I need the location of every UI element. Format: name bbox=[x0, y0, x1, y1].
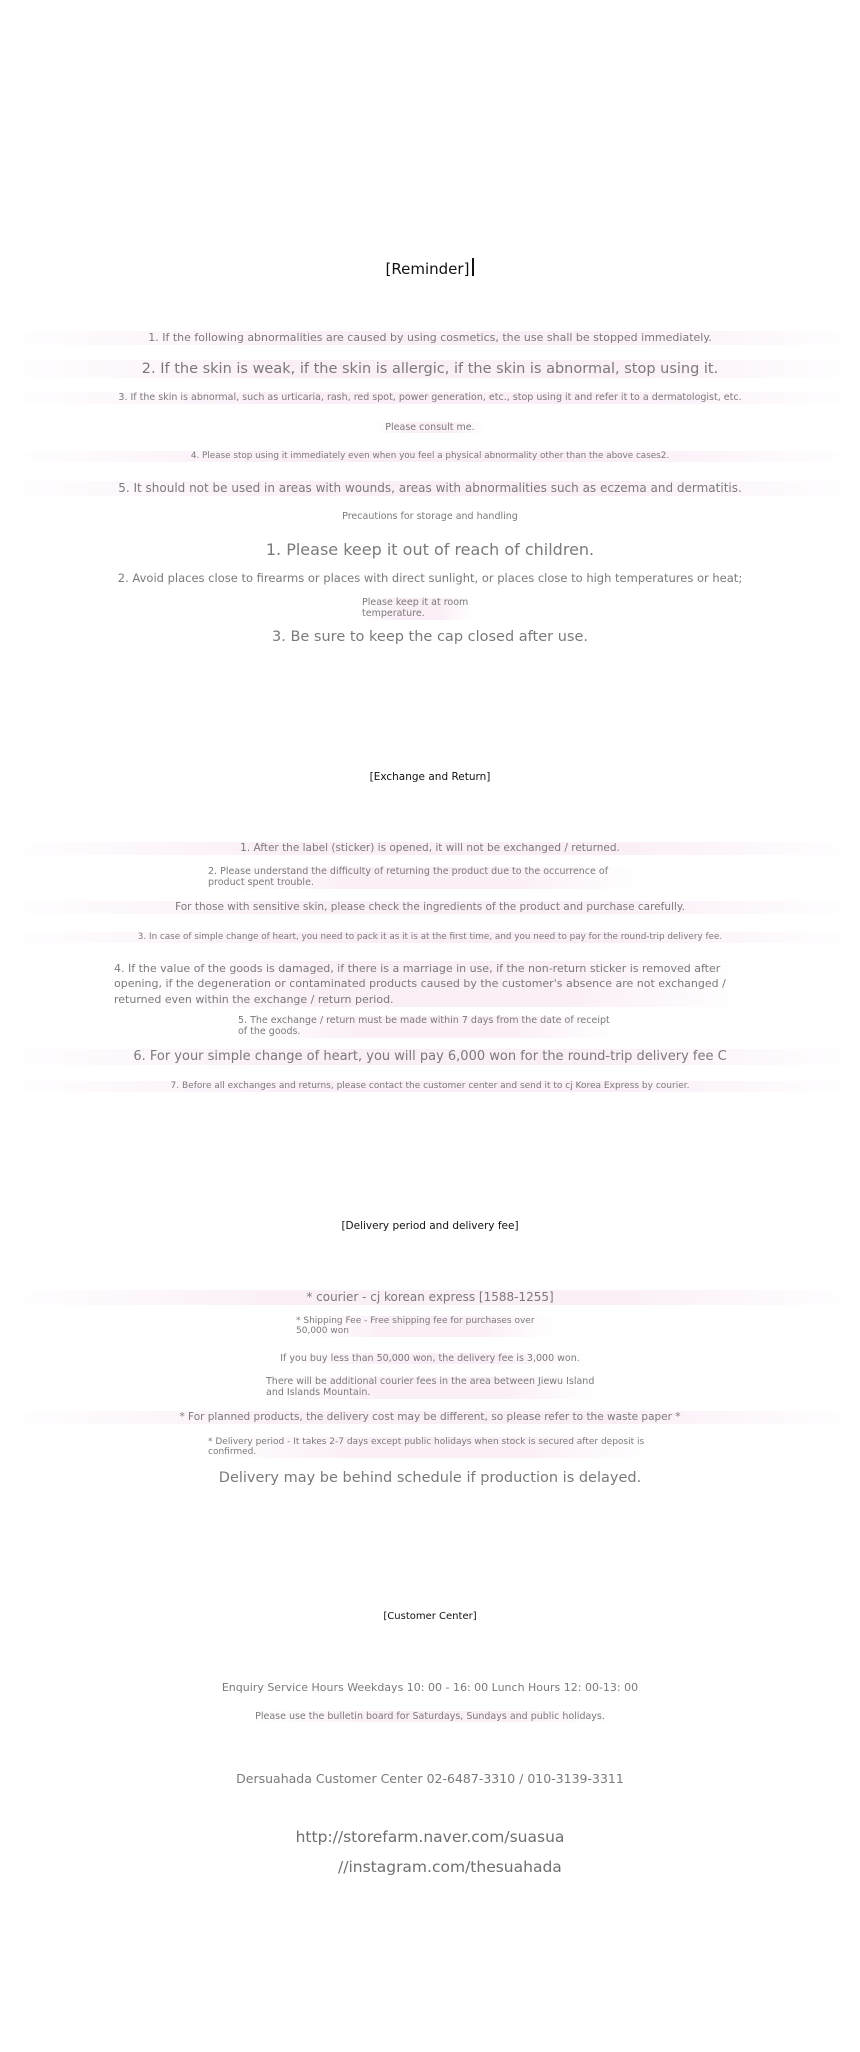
exchange-line-1: 1. After the label (sticker) is opened, it will not be exchanged / returned. bbox=[0, 842, 860, 855]
storage-line-1: 1. Please keep it out of reach of children. bbox=[265, 540, 595, 559]
storage-line-3: Please keep it at room temperature. bbox=[362, 598, 472, 620]
reminder-line-3: 3. If the skin is abnormal, such as urticaria, rash, red spot, power generation, etc., stop using it and refer it to a dermatologist, etc. bbox=[0, 392, 860, 404]
reminder-line-5: 4. Please stop using it immediately even when you feel a physical abnormality other than the above cases2. bbox=[0, 451, 860, 462]
text-cursor bbox=[472, 258, 474, 276]
reminder-line-1: 1. If the following abnormalities are caused by using cosmetics, the use shall be stopped immediately. bbox=[0, 331, 860, 345]
storefarm-link[interactable]: http://storefarm.naver.com/suasua bbox=[295, 1828, 565, 1846]
delivery-line-6: * Delivery period - It takes 2-7 days except public holidays when stock is secured after deposit is confirmed. bbox=[208, 1437, 648, 1458]
exchange-line-7: 6. For your simple change of heart, you will pay 6,000 won for the round-trip delivery fee C bbox=[0, 1049, 860, 1065]
exchange-line-2: 2. Please understand the difficulty of returning the product due to the occurrence of product spent trouble. bbox=[208, 867, 638, 889]
instagram-link[interactable]: //instagram.com/thesuahada bbox=[338, 1858, 562, 1876]
delivery-line-4: There will be additional courier fees in the area between Jiewu Island and Islands Mountain. bbox=[266, 1376, 595, 1398]
delivery-line-3: If you buy less than 50,000 won, the delivery fee is 3,000 won. bbox=[0, 1353, 860, 1365]
reminder-title: [Reminder] bbox=[0, 258, 860, 279]
exchange-line-6: 5. The exchange / return must be made within 7 days from the date of receipt of the goods. bbox=[238, 1016, 618, 1038]
customer-center-phone: Dersuahada Customer Center 02-6487-3310 / 010-3139-3311 bbox=[236, 1771, 624, 1786]
delivery-line-2: * Shipping Fee - Free shipping fee for purchases over 50,000 won bbox=[296, 1316, 556, 1337]
holiday-notice: Please use the bulletin board for Saturdays, Sundays and public holidays. bbox=[0, 1711, 860, 1723]
service-hours: Enquiry Service Hours Weekdays 10: 00 - 16: 00 Lunch Hours 12: 00-13: 00 bbox=[221, 1681, 639, 1694]
exchange-title: [Exchange and Return] bbox=[369, 771, 491, 783]
storage-line-4: 3. Be sure to keep the cap closed after use. bbox=[272, 629, 588, 645]
exchange-line-8: 7. Before all exchanges and returns, please contact the customer center and send it to cj Korea Express by courier. bbox=[0, 1081, 860, 1092]
customer-title: [Customer Center] bbox=[383, 1611, 477, 1622]
delivery-line-7: Delivery may be behind schedule if production is delayed. bbox=[218, 1470, 642, 1486]
delivery-line-5: * For planned products, the delivery cost may be different, so please refer to the waste paper * bbox=[0, 1411, 860, 1424]
exchange-line-3: For those with sensitive skin, please check the ingredients of the product and purchase carefully. bbox=[0, 901, 860, 914]
reminder-line-4: Please consult me. bbox=[0, 422, 860, 434]
storage-line-2: 2. Avoid places close to firearms or places with direct sunlight, or places close to high temperatures or heat; bbox=[117, 571, 743, 585]
delivery-title: [Delivery period and delivery fee] bbox=[341, 1220, 519, 1232]
exchange-line-4: 3. In case of simple change of heart, you need to pack it as it is at the first time, and you need to pay for the round-trip delivery fee. bbox=[0, 932, 860, 943]
exchange-line-5: 4. If the value of the goods is damaged, if there is a marriage in use, if the non-return sticker is removed after opening, if the degeneration or contaminated products caused by the customer's absence are not exchanged / returned even within the exchange / return period. bbox=[114, 961, 744, 1007]
delivery-line-1: * courier - cj korean express [1588-1255] bbox=[0, 1290, 860, 1305]
reminder-line-6: 5. It should not be used in areas with wounds, areas with abnormalities such as eczema and dermatitis. bbox=[0, 481, 860, 496]
storage-precautions-heading: Precautions for storage and handling bbox=[342, 511, 518, 522]
reminder-line-2: 2. If the skin is weak, if the skin is allergic, if the skin is abnormal, stop using it. bbox=[0, 360, 860, 378]
